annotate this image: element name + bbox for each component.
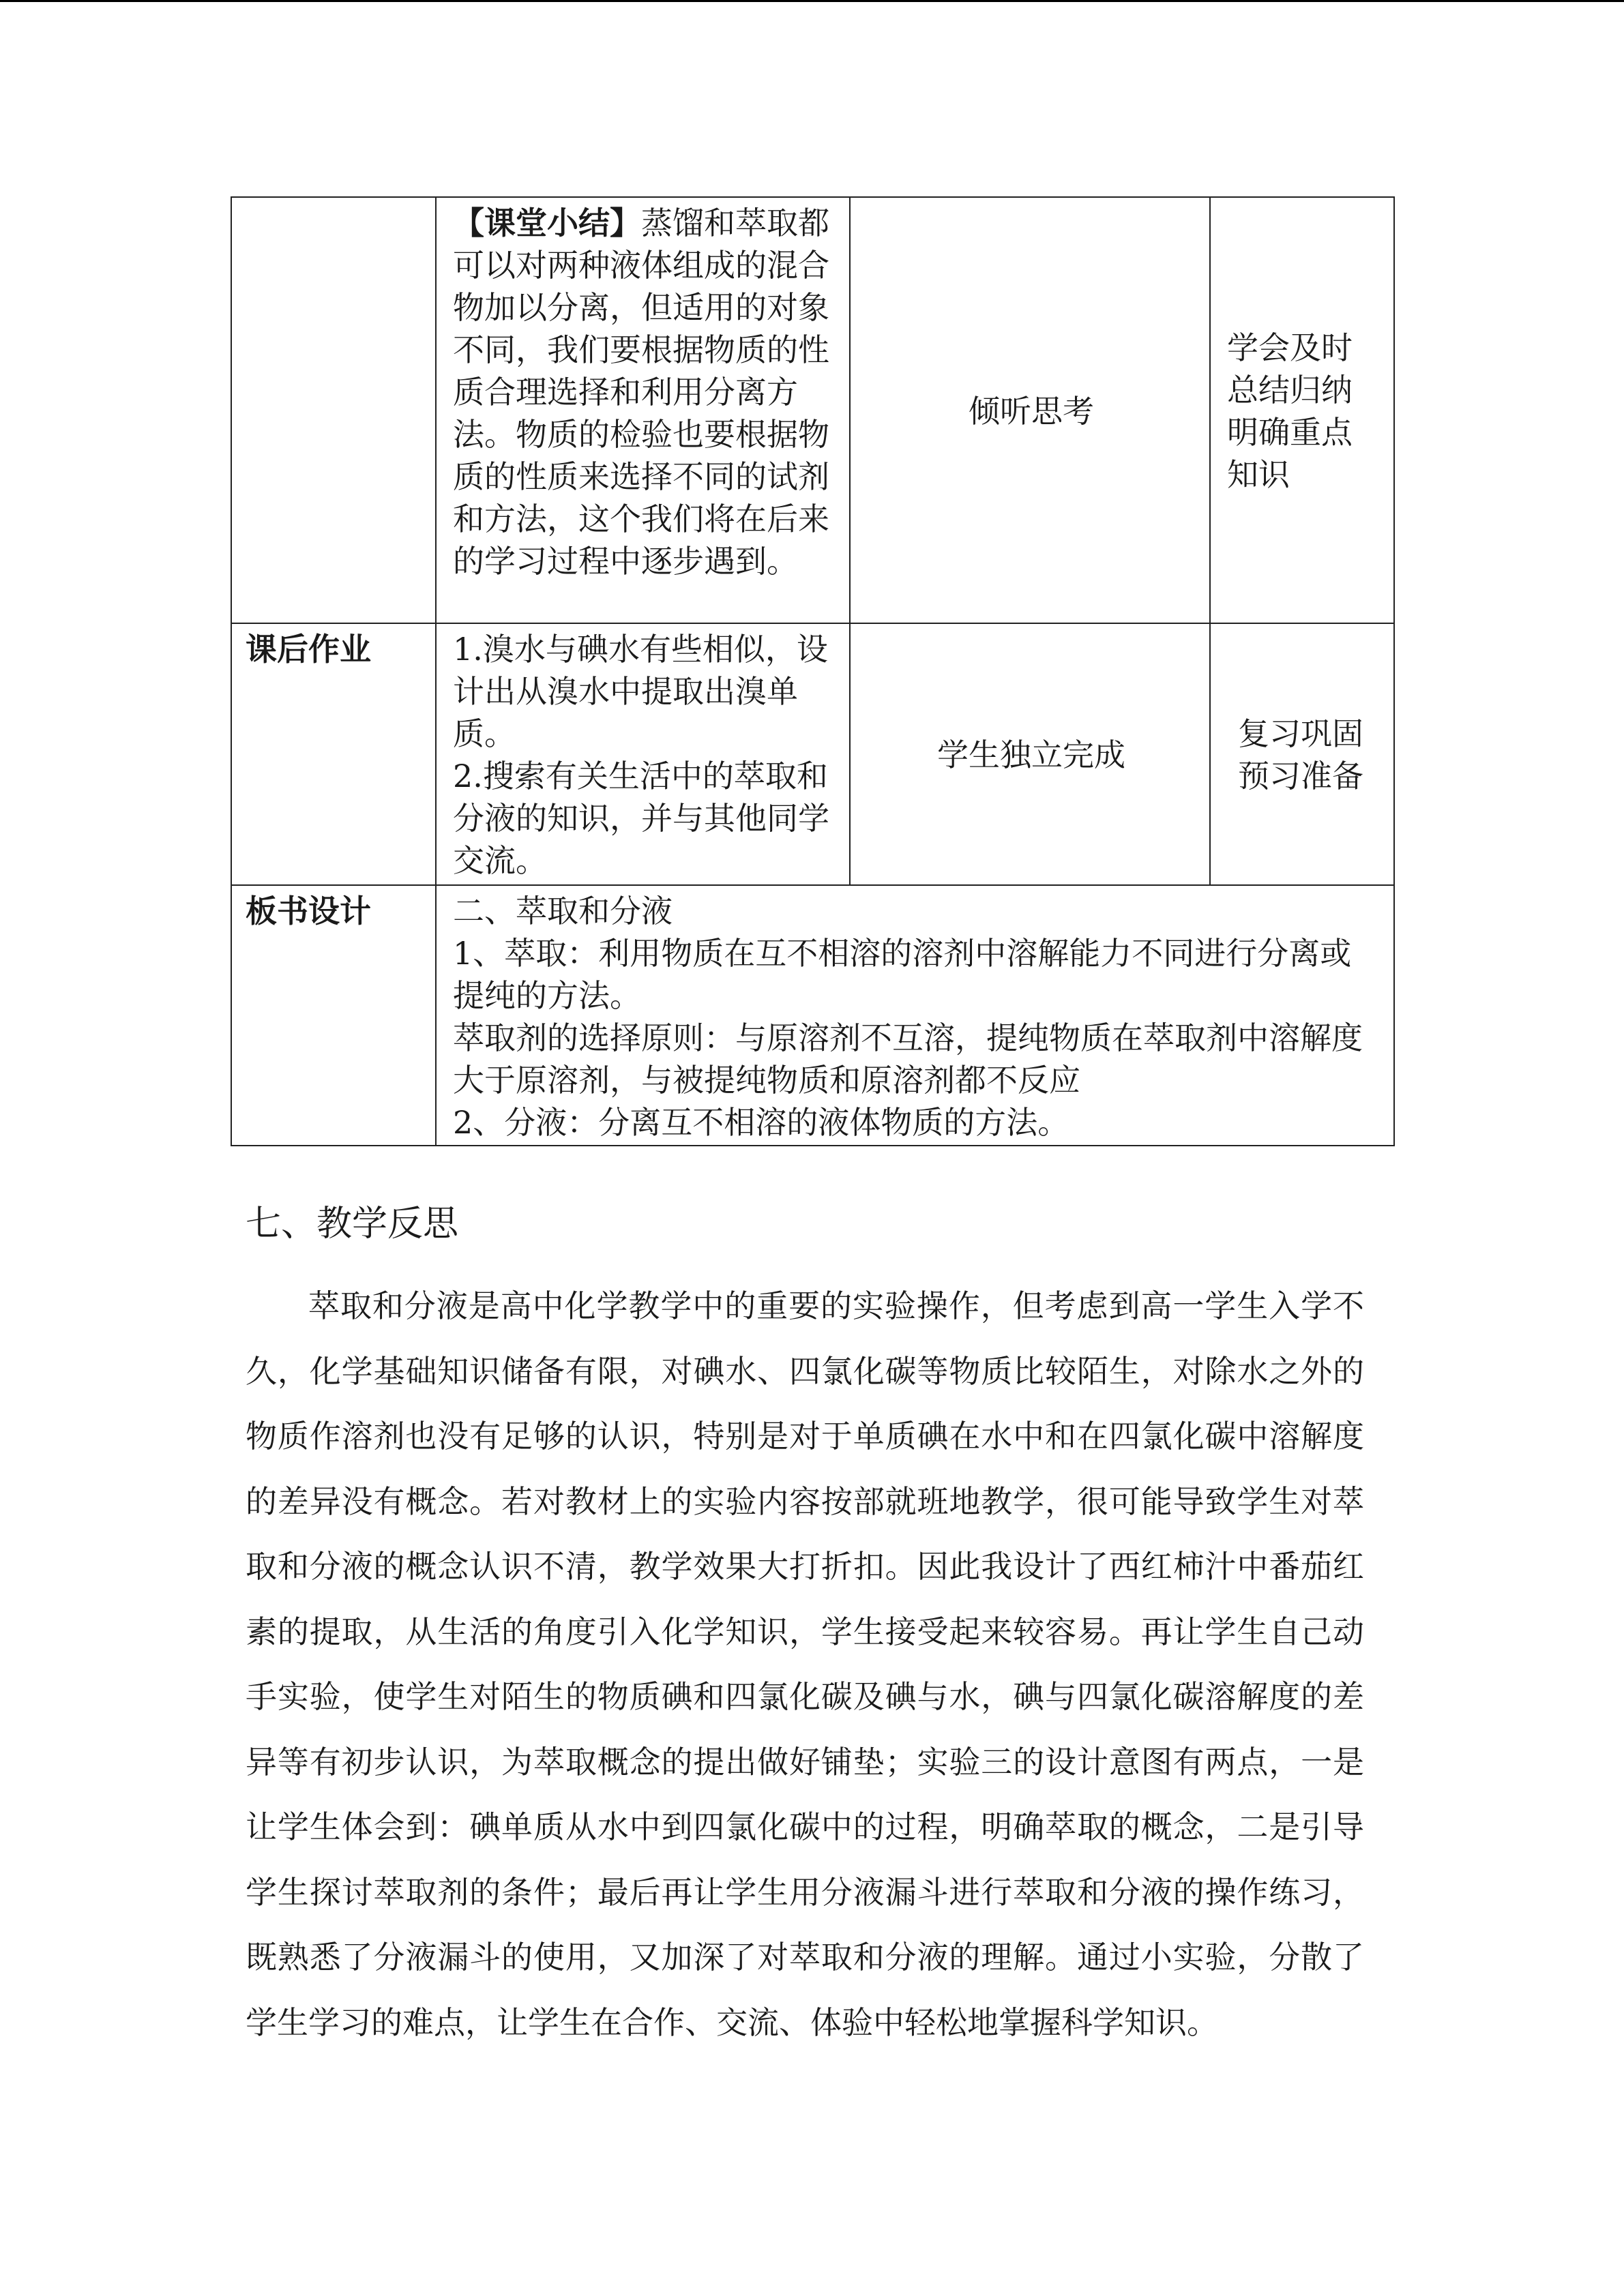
section-title: 七、教学反思 <box>246 1204 459 1244</box>
homework-label: 课后作业 <box>231 623 436 885</box>
homework-content-cell <box>436 623 850 885</box>
board-design-label: 板书设计 <box>231 885 436 1146</box>
homework-student-activity: 学生独立完成 <box>850 623 1210 885</box>
board-line-2: 1、萃取：利用物质在互不相溶的溶剂中溶解能力不同进行分离或提纯的方法。 <box>453 935 1352 1014</box>
homework-purpose: 复习巩固预习准备 <box>1210 623 1394 885</box>
page-top-border <box>0 0 1624 2</box>
homework-item-1: 1.溴水与碘水有些相似，设计出从溴水中提取出溴单质。 <box>453 631 828 752</box>
board-line-1: 二、萃取和分液 <box>453 893 673 929</box>
board-line-4: 2、分液：分离互不相溶的液体物质的方法。 <box>453 1104 1069 1141</box>
summary-content-cell <box>436 197 850 623</box>
table-row-board-design <box>231 885 1394 1146</box>
summary-purpose: 学会及时总结归纳明确重点知识 <box>1210 197 1394 623</box>
summary-title: 【课堂小结】 <box>453 205 641 241</box>
lesson-plan-table <box>231 196 1395 1146</box>
reflection-paragraph: 萃取和分液是高中化学教学中的重要的实验操作，但考虑到高一学生入学不久，化学基础知识储备有限，对碘水、四氯化碳等物质比较陌生，对除水之外的物质作溶剂也没有足够的认识，特别是对于单质碘在水中和在四氯化碳中溶解度的差异没有概念。若对教材上的实验内容按部就班地教学，很可能导致学生对萃取和分液的概念认识不清，教学效果大打折扣。因此我设计了西红柿汁中番茄红素的提取，从生活的角度引入化学知识，学生接受起来较容易。再让学生自己动手实验，使学生对陌生的物质碘和四氯化碳及碘与水，碘与四氯化碳溶解度的差异等有初步认识，为萃取概念的提出做好铺垫；实验三的设计意图有两点，一是让学生体会到：碘单质从水中到四氯化碳中的过程，明确萃取的概念，二是引导学生探讨萃取剂的条件；最后再让学生用分液漏斗进行萃取和分液的操作练习，既熟悉了分液漏斗的使用，又加深了对萃取和分液的理解。通过小实验，分散了学生学习的难点，让学生在合作、交流、体验中轻松地掌握科学知识。 <box>246 1287 1364 2041</box>
summary-body: 蒸馏和萃取都可以对两种液体组成的混合物加以分离，但适用的对象不同，我们要根据物质的性质合理选择和利用分离方法。物质的检验也要根据物质的性质来选择不同的试剂和方法，这个我们将在后来的学习过程中逐步遇到。 <box>453 205 829 580</box>
board-design-content <box>436 885 1394 1146</box>
summary-label-cell <box>231 197 436 623</box>
table-row-homework <box>231 623 1394 885</box>
homework-item-2: 2.搜索有关生活中的萃取和分液的知识，并与其他同学交流。 <box>453 758 829 879</box>
table-row-summary <box>231 197 1394 623</box>
board-line-3: 萃取剂的选择原则：与原溶剂不互溶，提纯物质在萃取剂中溶解度大于原溶剂，与被提纯物质和原溶剂都不反应 <box>453 1019 1363 1099</box>
summary-student-activity: 倾听思考 <box>850 197 1210 623</box>
